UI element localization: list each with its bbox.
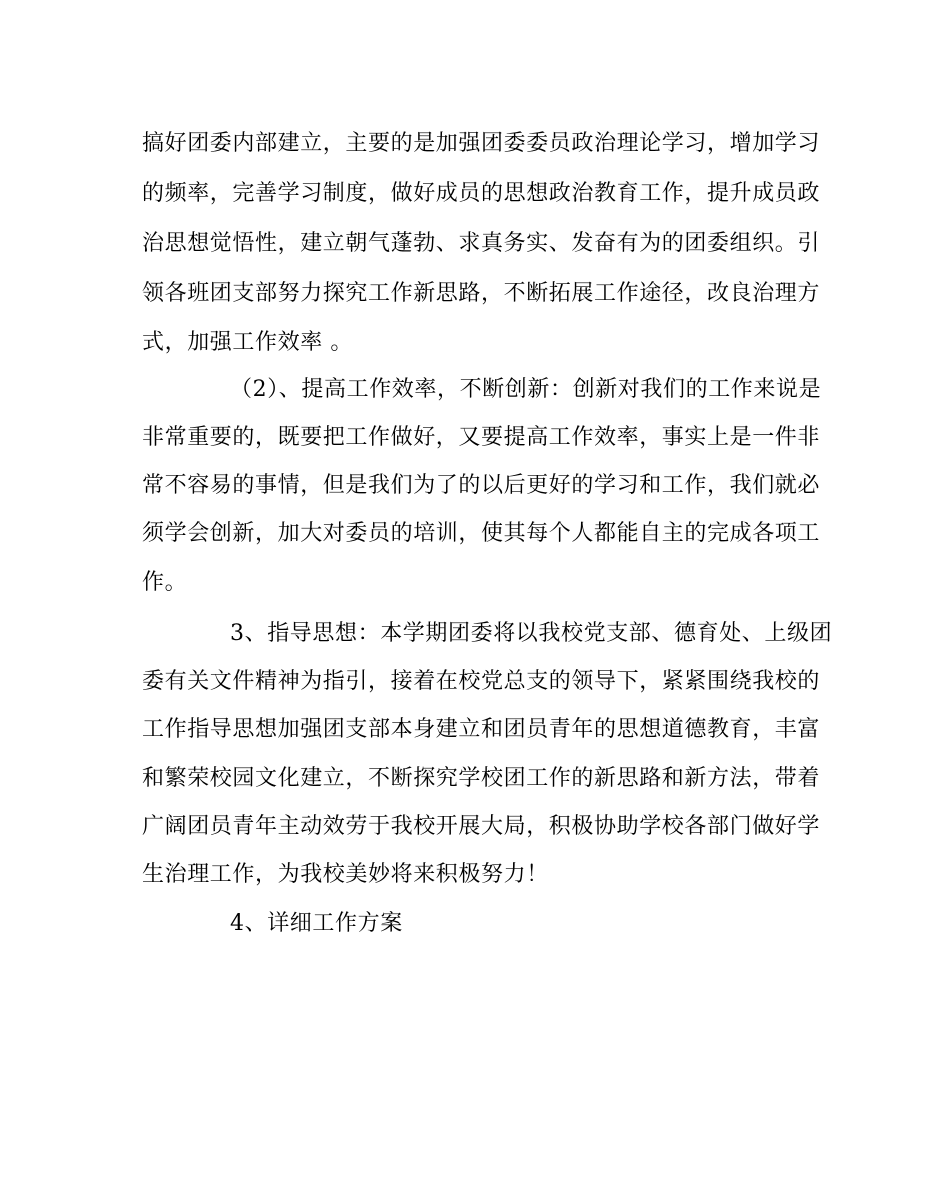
paragraph-2-line-5: 作。 [142,570,188,595]
paragraph-3-line-3: 工作指导思想加强团支部本身建立和团员青年的思想道德教育，丰富 [142,717,821,742]
paragraph-2-line-4: 须学会创新，加大对委员的培训，使其每个人都能自主的完成各项工 [142,521,821,546]
paragraph-3-line-5: 广阔团员青年主动效劳于我校开展大局，积极协助学校各部门做好学 [142,814,821,839]
paragraph-3-line-1: 3、指导思想：本学期团委将以我校党支部、德育处、上级团 [230,621,833,646]
paragraph-1-line-3: 治思想觉悟性，建立朝气蓬勃、求真务实、发奋有为的团委组织。引 [142,231,821,256]
paragraph-3-line-2: 委有关文件精神为指引，接着在校党总支的领导下，紧紧围绕我校的 [142,669,821,694]
paragraph-2-line-3: 常不容易的事情，但是我们为了的以后更好的学习和工作，我们就必 [142,473,821,498]
paragraph-3-line-6: 生治理工作，为我校美妙将来积极努力！ [142,862,549,887]
paragraph-1-line-4: 领各班团支部努力探究工作新思路，不断拓展工作途径，改良治理方 [142,281,821,306]
paragraph-1-line-5: 式，加强工作效率 。 [142,330,353,355]
paragraph-2-line-2: 非常重要的，既要把工作做好，又要提高工作效率，事实上是一件非 [142,425,821,450]
paragraph-4-line-1: 4、详细工作方案 [230,911,403,936]
paragraph-3-line-4: 和繁荣校园文化建立，不断探究学校团工作的新思路和新方法，带着 [142,766,821,791]
paragraph-1-line-1: 搞好团委内部建立，主要的是加强团委委员政治理论学习，增加学习 [142,131,821,156]
paragraph-1-line-2: 的频率，完善学习制度，做好成员的思想政治教育工作，提升成员政 [142,181,821,206]
paragraph-2-line-1: （2）、提高工作效率，不断创新：创新对我们的工作来说是 [230,377,822,402]
